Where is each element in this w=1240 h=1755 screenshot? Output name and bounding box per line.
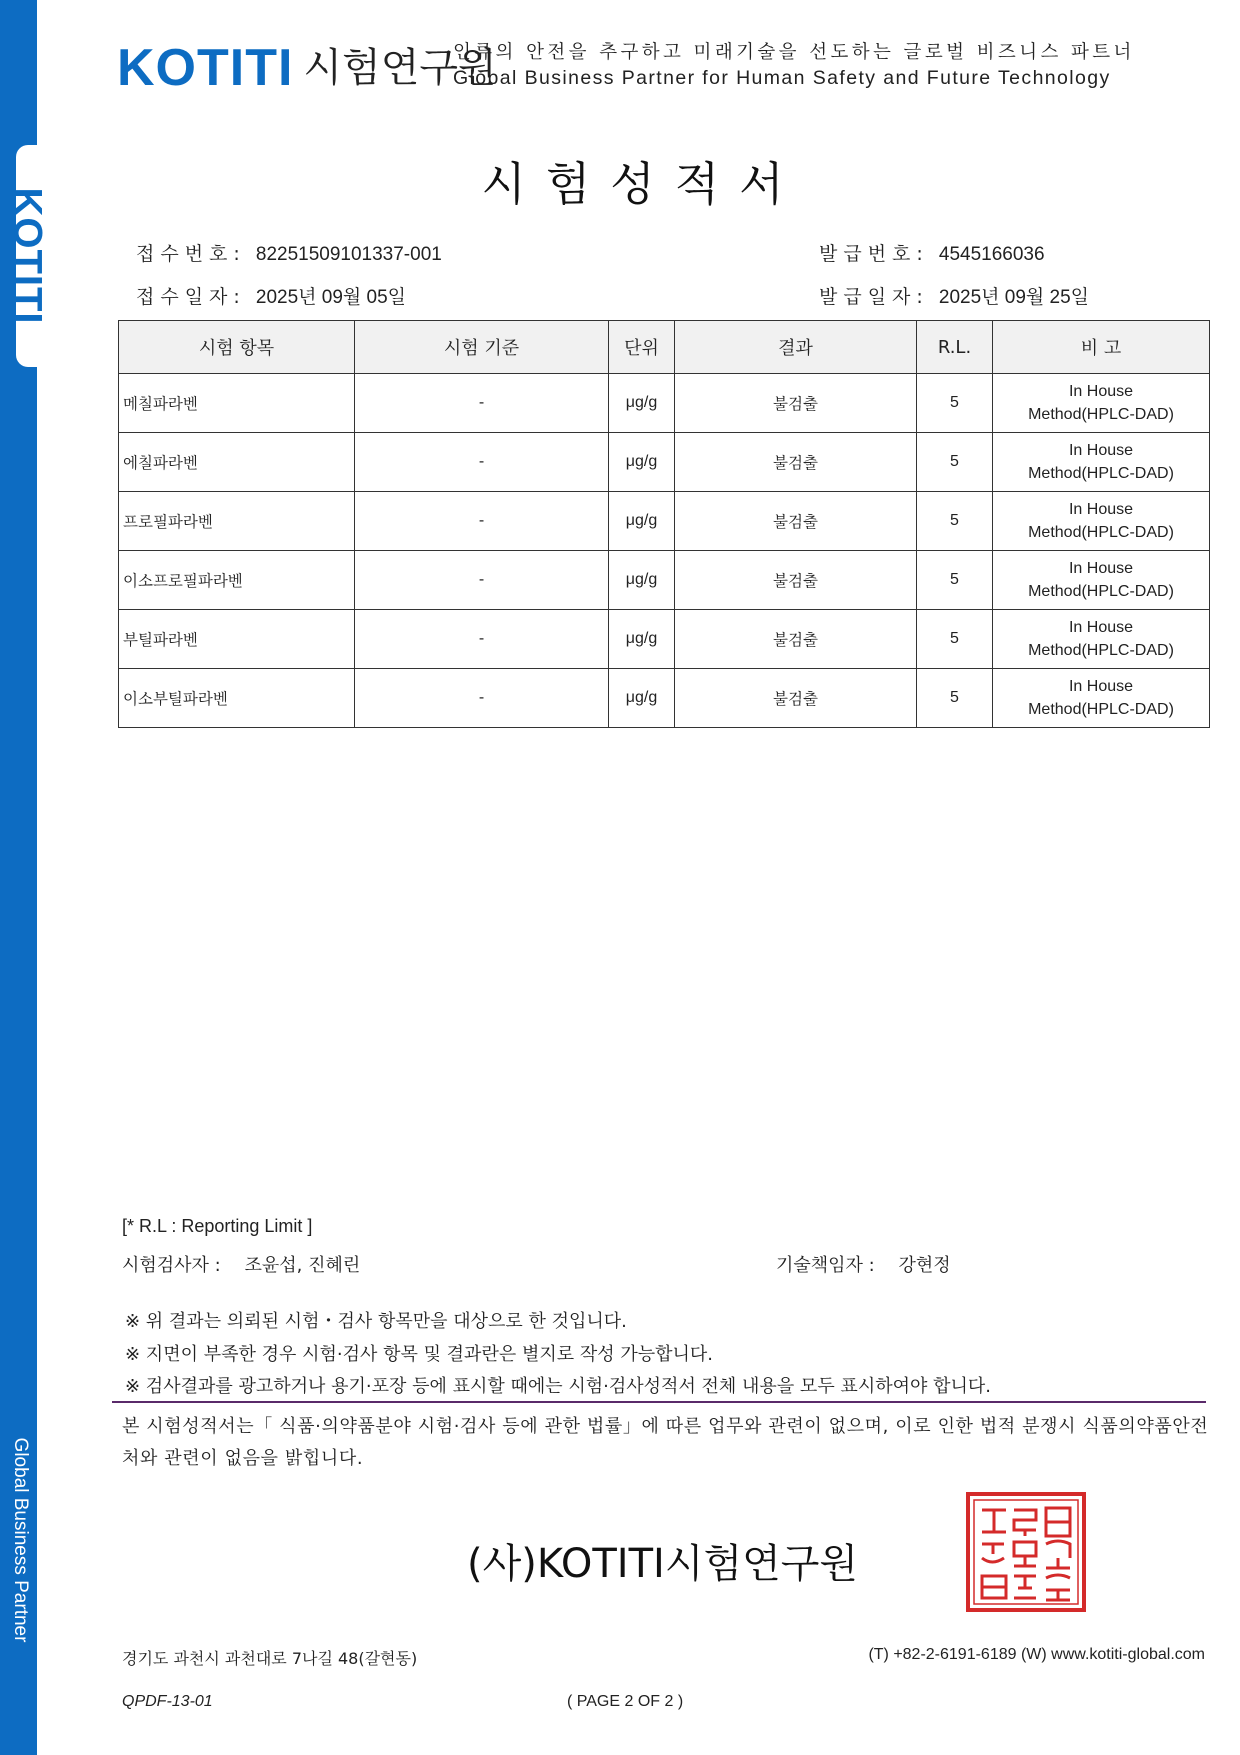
cell-standard: - <box>355 551 609 610</box>
header-test-item: 시험 항목 <box>119 321 355 374</box>
cell-item: 이소프로필파라벤 <box>119 551 355 610</box>
note-line-2: Method(HPLC-DAD) <box>1028 406 1174 423</box>
cell-unit: μg/g <box>609 551 675 610</box>
cell-unit: μg/g <box>609 433 675 492</box>
official-seal-stamp <box>966 1492 1086 1612</box>
institute-contact: (T) +82-2-6191-6189 (W) www.kotiti-global.com <box>868 1646 1205 1663</box>
header-remarks: 비 고 <box>993 321 1210 374</box>
tagline-english: Global Business Partner for Human Safety and Future Technology <box>453 67 1111 89</box>
note-line-1: In House <box>1068 678 1134 695</box>
tagline-korean: 인류의 안전을 추구하고 미래기술을 선도하는 글로벌 비즈니스 파트너 <box>453 42 1135 63</box>
note-line-1: In House <box>1068 383 1134 400</box>
cell-standard: - <box>355 492 609 551</box>
cell-note <box>993 669 1210 728</box>
note-line-2: Method(HPLC-DAD) <box>1028 583 1174 600</box>
cell-note <box>993 433 1210 492</box>
document-title: 시험성적서 <box>481 157 804 211</box>
logo-latin: KOTITI <box>117 39 294 97</box>
table-row <box>119 433 1210 492</box>
side-slogan: Global Business Partner <box>10 1437 31 1643</box>
cell-unit: μg/g <box>609 374 675 433</box>
table-row <box>119 610 1210 669</box>
cell-unit: μg/g <box>609 669 675 728</box>
issuing-institute: (사)KOTITI시험연구원 <box>466 1541 859 1587</box>
note-line-2: Method(HPLC-DAD) <box>1028 701 1174 718</box>
issue-number <box>819 239 1045 266</box>
receipt-date-value: 2025년 09월 05일 <box>255 287 407 308</box>
cell-rl: 5 <box>917 492 993 551</box>
receipt-date <box>136 282 406 309</box>
tester-names: 조윤섭, 진혜린 <box>244 1255 361 1276</box>
header-unit: 단위 <box>609 321 675 374</box>
technical-manager-info <box>776 1251 951 1277</box>
reporting-limit-note: [* R.L : Reporting Limit ] <box>122 1216 313 1236</box>
note-line-1: In House <box>1068 560 1134 577</box>
receipt-number-label: 접수번호: <box>136 243 246 265</box>
kotiti-logo <box>117 38 497 98</box>
cell-item: 메칠파라벤 <box>119 374 355 433</box>
cell-rl: 5 <box>917 610 993 669</box>
cell-rl: 5 <box>917 551 993 610</box>
note-line-1: In House <box>1068 442 1134 459</box>
results-table <box>118 320 1210 728</box>
cell-result: 불검출 <box>675 374 917 433</box>
cell-note <box>993 492 1210 551</box>
cell-rl: 5 <box>917 669 993 728</box>
cell-note <box>993 551 1210 610</box>
table-row <box>119 492 1210 551</box>
table-row <box>119 374 1210 433</box>
section-divider <box>112 1401 1206 1403</box>
cell-note <box>993 610 1210 669</box>
cell-item: 프로필파라벤 <box>119 492 355 551</box>
issue-date-value: 2025년 09월 25일 <box>938 287 1090 308</box>
note-line-2: Method(HPLC-DAD) <box>1028 524 1174 541</box>
cell-item: 에칠파라벤 <box>119 433 355 492</box>
cell-unit: μg/g <box>609 492 675 551</box>
issue-date-label: 발급일자: <box>819 286 929 308</box>
cell-item: 이소부틸파라벤 <box>119 669 355 728</box>
institute-address: 경기도 과천시 과천대로 7나길 48(갈현동) <box>122 1649 418 1668</box>
receipt-number <box>136 239 442 266</box>
cell-standard: - <box>355 669 609 728</box>
issue-date <box>819 282 1089 309</box>
cell-unit: μg/g <box>609 610 675 669</box>
page-number: ( PAGE 2 OF 2 ) <box>567 1693 684 1710</box>
notice-line: ※ 검사결과를 광고하거나 용기·포장 등에 표시할 때에는 시험·검사성적서 전체 내용을 모두 표시하여야 합니다. <box>125 1376 991 1397</box>
notice-line: ※ 지면이 부족한 경우 시험·검사 항목 및 결과란은 별지로 작성 가능합니다. <box>125 1344 713 1365</box>
header-test-standard: 시험 기준 <box>355 321 609 374</box>
cell-result: 불검출 <box>675 669 917 728</box>
cell-rl: 5 <box>917 433 993 492</box>
issue-number-label: 발급번호: <box>819 243 929 265</box>
technical-manager-label: 기술책임자 : <box>776 1255 875 1276</box>
cell-result: 불검출 <box>675 610 917 669</box>
note-line-2: Method(HPLC-DAD) <box>1028 465 1174 482</box>
table-header-row <box>119 321 1210 374</box>
receipt-date-label: 접수일자: <box>136 286 246 308</box>
cell-result: 불검출 <box>675 551 917 610</box>
note-line-2: Method(HPLC-DAD) <box>1028 642 1174 659</box>
side-logo: KOTITI <box>5 187 50 325</box>
cell-rl: 5 <box>917 374 993 433</box>
tester-label: 시험검사자 : <box>122 1255 221 1276</box>
tester-info <box>122 1251 360 1277</box>
cell-standard: - <box>355 374 609 433</box>
note-line-1: In House <box>1068 501 1134 518</box>
logo-korean: 시험연구원 <box>303 45 497 91</box>
notice-line: ※ 위 결과는 의뢰된 시험・검사 항목만을 대상으로 한 것입니다. <box>125 1311 627 1332</box>
technical-manager-name: 강현정 <box>898 1255 951 1276</box>
cell-standard: - <box>355 433 609 492</box>
table-row <box>119 669 1210 728</box>
receipt-number-value: 82251509101337-001 <box>255 244 442 265</box>
cell-result: 불검출 <box>675 492 917 551</box>
legal-disclaimer: 본 시험성적서는「 식품·의약품분야 시험·검사 등에 관한 법률」에 따른 업무와 관련이 없으며, 이로 인한 법적 분쟁시 식품의약품안전처와 관련이 없음을 밝힙니다. <box>122 1416 1209 1469</box>
header-reporting-limit: R.L. <box>917 321 993 374</box>
table-row <box>119 551 1210 610</box>
issue-number-value: 4545166036 <box>938 244 1045 265</box>
cell-note <box>993 374 1210 433</box>
cell-item: 부틸파라벤 <box>119 610 355 669</box>
tagline <box>453 41 1135 91</box>
header-result: 결과 <box>675 321 917 374</box>
cell-standard: - <box>355 610 609 669</box>
note-line-1: In House <box>1068 619 1134 636</box>
form-code: QPDF-13-01 <box>122 1693 213 1710</box>
cell-result: 불검출 <box>675 433 917 492</box>
